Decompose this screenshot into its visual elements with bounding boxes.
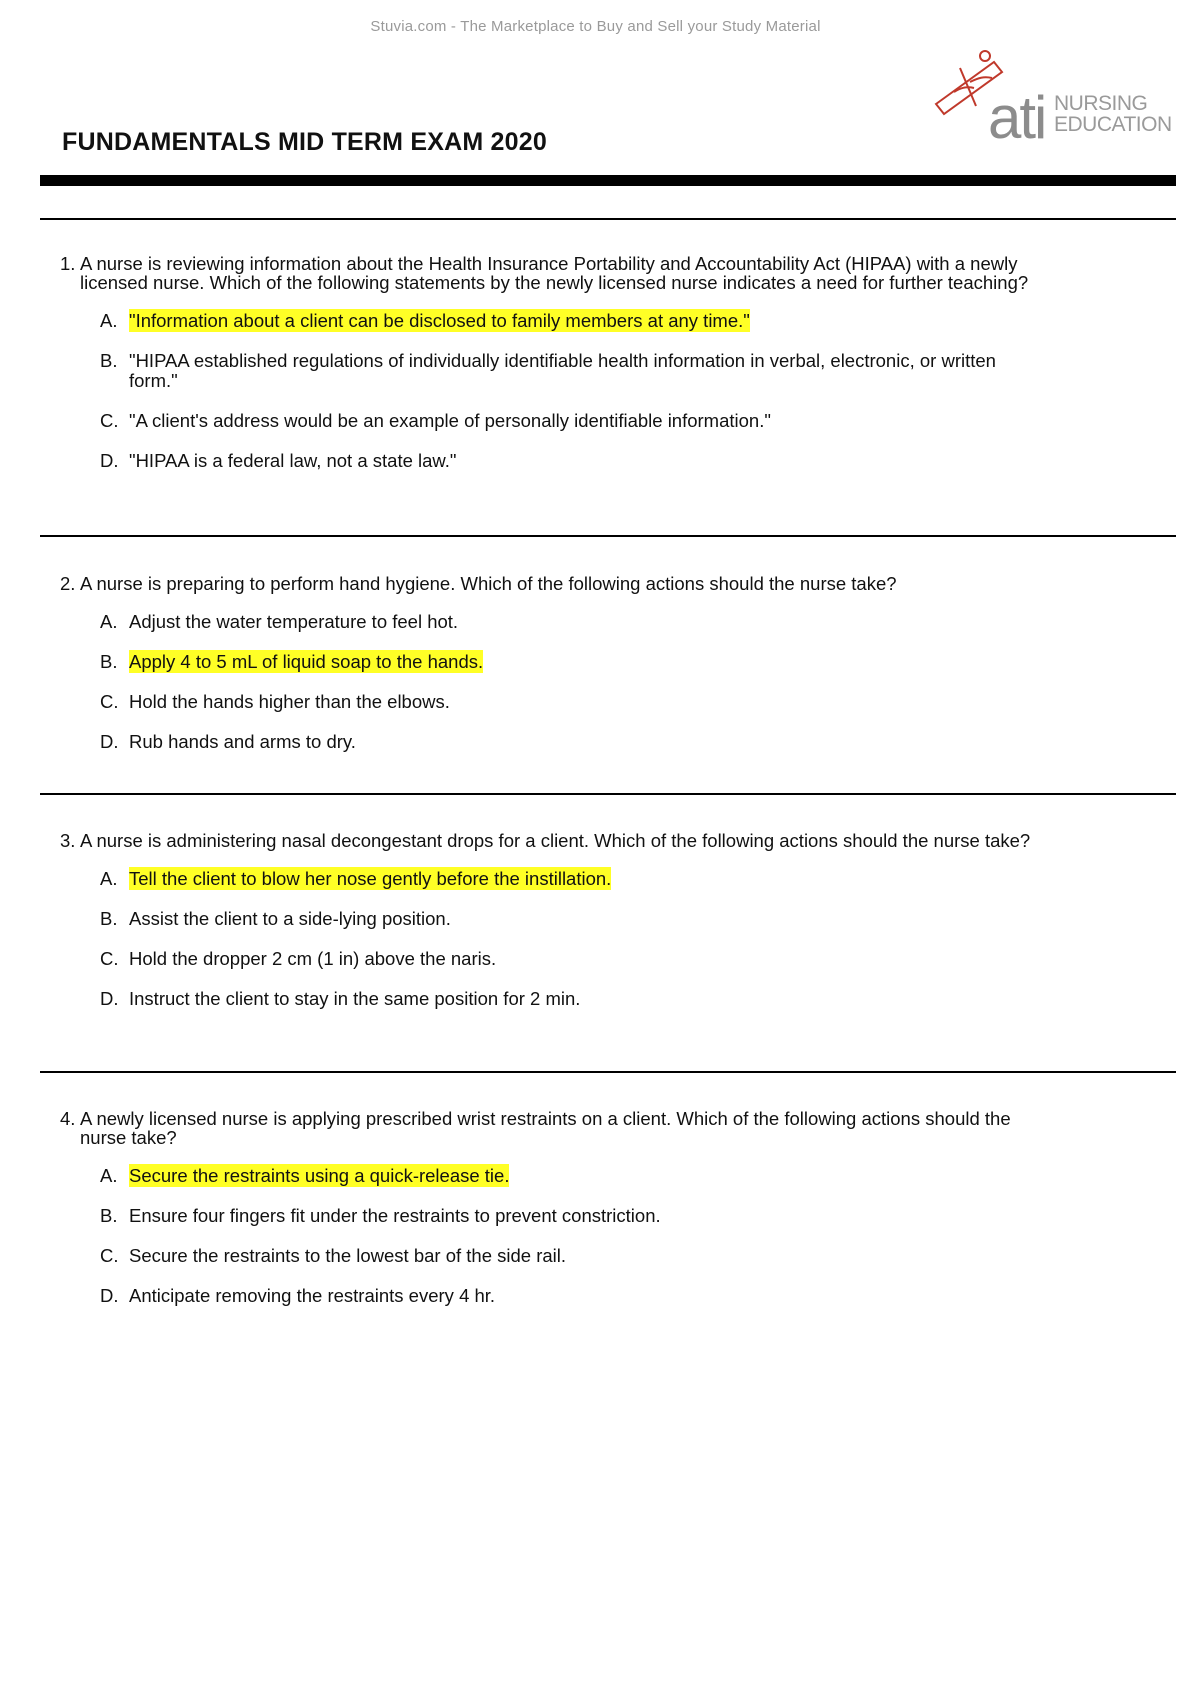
- question-4: [60, 1109, 1080, 1326]
- question-divider: [40, 218, 1176, 220]
- header-divider: [40, 175, 1176, 186]
- watermark-text: Stuvia.com - The Marketplace to Buy and Sell your Study Material: [370, 18, 821, 35]
- option-d: [100, 989, 1080, 1009]
- question-3: [60, 831, 1080, 1029]
- option-c: [100, 1246, 1080, 1266]
- option-letter: D.: [100, 1285, 119, 1306]
- option-letter: B.: [100, 651, 118, 672]
- option-c: [100, 692, 1080, 712]
- option-a: [100, 1166, 1080, 1186]
- option-letter: B.: [100, 908, 118, 929]
- logo-brand: ati: [988, 84, 1046, 151]
- logo-line-2: EDUCATION: [1054, 113, 1172, 136]
- option-text: "A client's address would be an example of personally identifiable information.": [129, 410, 771, 431]
- question-stem: [60, 574, 1080, 593]
- option-a: [100, 612, 1080, 632]
- option-letter: D.: [100, 450, 119, 471]
- logo-subtitle: [1054, 93, 1172, 135]
- option-text: "HIPAA established regulations of individually identifiable health information in verbal, electronic, or written form.": [129, 350, 996, 391]
- option-text: Rub hands and arms to dry.: [129, 731, 356, 752]
- option-b: [100, 652, 1080, 672]
- option-letter: C.: [100, 691, 119, 712]
- question-text: A nurse is preparing to perform hand hygiene. Which of the following actions should the nurse take?: [80, 573, 897, 594]
- option-b: [100, 351, 1080, 391]
- question-stem: [60, 254, 1080, 292]
- option-text: "HIPAA is a federal law, not a state law.": [129, 450, 457, 471]
- option-a: [100, 869, 1080, 889]
- question-number: 4.: [60, 1108, 76, 1129]
- question-stem: [60, 831, 1080, 850]
- option-letter: A.: [100, 611, 118, 632]
- question-text: A nurse is reviewing information about the Health Insurance Portability and Accountability Act (HIPAA) with a newly licensed nurse. Which of the following statements by the newly licensed nurse indicates a need for further teaching?: [80, 253, 1029, 293]
- option-text: Anticipate removing the restraints every 4 hr.: [129, 1285, 496, 1306]
- option-text: Secure the restraints to the lowest bar of the side rail.: [129, 1245, 567, 1266]
- highlighted-answer: Tell the client to blow her nose gently before the instillation.: [129, 868, 612, 889]
- option-letter: D.: [100, 988, 119, 1009]
- option-text: Adjust the water temperature to feel hot.: [129, 611, 459, 632]
- option-letter: C.: [100, 410, 119, 431]
- question-divider: [40, 793, 1176, 795]
- option-text: Assist the client to a side-lying position.: [129, 908, 451, 929]
- question-number: 2.: [60, 573, 76, 594]
- option-a: [100, 311, 1080, 331]
- option-text: Instruct the client to stay in the same position for 2 min.: [129, 988, 581, 1009]
- question-number: 3.: [60, 830, 76, 851]
- option-letter: B.: [100, 350, 118, 371]
- option-letter: C.: [100, 1245, 119, 1266]
- question-text: A newly licensed nurse is applying prescribed wrist restraints on a client. Which of the following actions should the nurse take?: [80, 1108, 1011, 1148]
- page-title: FUNDAMENTALS MID TERM EXAM 2020: [62, 128, 547, 156]
- option-letter: A.: [100, 310, 118, 331]
- option-c: [100, 411, 1080, 431]
- question-2: [60, 574, 1080, 772]
- option-text: Hold the hands higher than the elbows.: [129, 691, 450, 712]
- ati-logo: [930, 48, 1172, 151]
- option-b: [100, 1206, 1080, 1226]
- option-text: Hold the dropper 2 cm (1 in) above the naris.: [129, 948, 497, 969]
- question-1: [60, 254, 1080, 491]
- highlighted-answer: Secure the restraints using a quick-release tie.: [129, 1165, 510, 1186]
- option-d: [100, 451, 1080, 471]
- option-letter: A.: [100, 1165, 118, 1186]
- option-letter: C.: [100, 948, 119, 969]
- question-text: A nurse is administering nasal decongestant drops for a client. Which of the following actions should the nurse take?: [80, 830, 1031, 851]
- option-letter: A.: [100, 868, 118, 889]
- highlighted-answer: "Information about a client can be disclosed to family members at any time.": [129, 310, 750, 331]
- option-d: [100, 1286, 1080, 1306]
- highlighted-answer: Apply 4 to 5 mL of liquid soap to the hands.: [129, 651, 484, 672]
- option-text: Ensure four fingers fit under the restraints to prevent constriction.: [129, 1205, 661, 1226]
- option-c: [100, 949, 1080, 969]
- question-number: 1.: [60, 253, 76, 274]
- question-divider: [40, 1071, 1176, 1073]
- question-stem: [60, 1109, 1080, 1147]
- option-letter: B.: [100, 1205, 118, 1226]
- logo-line-1: NURSING: [1054, 92, 1148, 115]
- option-b: [100, 909, 1080, 929]
- option-d: [100, 732, 1080, 752]
- option-letter: D.: [100, 731, 119, 752]
- question-divider: [40, 535, 1176, 537]
